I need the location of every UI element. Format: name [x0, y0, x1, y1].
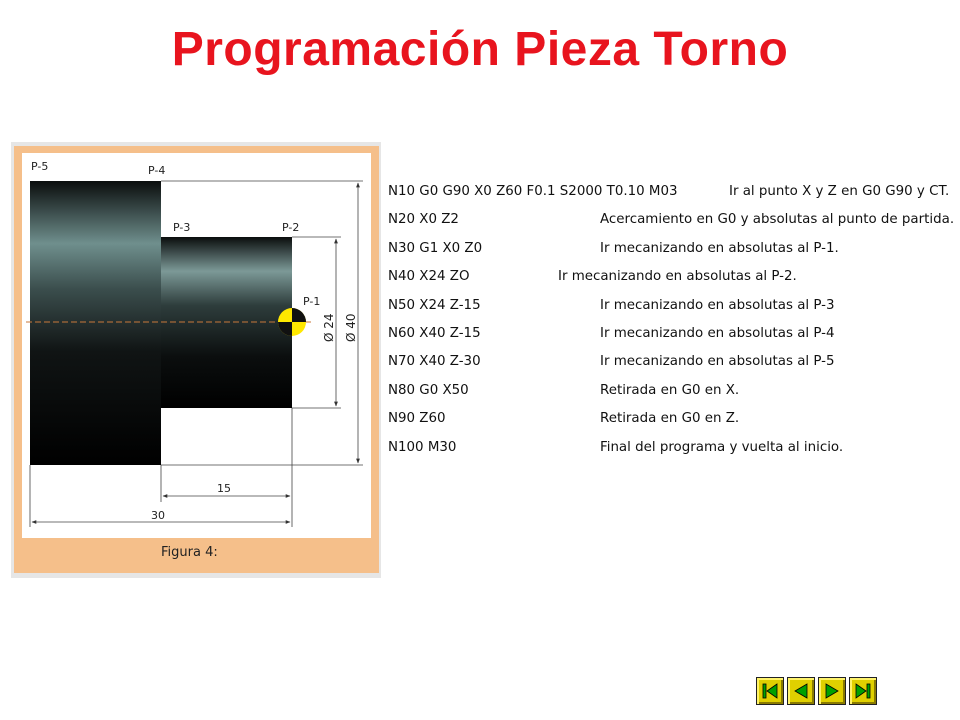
dimension-diameter-24: Ø 24 [322, 313, 336, 342]
program-line [388, 292, 953, 320]
p1-marker [278, 308, 306, 336]
program-description: Ir mecanizando en absolutas al P-4 [600, 325, 835, 341]
program-code: N30 G1 X0 Z0 [388, 240, 483, 256]
program-line [388, 235, 953, 263]
point-label-p1: P-1 [303, 295, 321, 308]
program-line [388, 377, 953, 405]
lathe-drawing [11, 142, 381, 578]
program-code: N80 G0 X50 [388, 382, 469, 398]
program-description: Ir mecanizando en absolutas al P-3 [600, 297, 835, 313]
program-line [388, 206, 953, 234]
point-label-p3: P-3 [173, 221, 191, 234]
program-line [388, 320, 953, 348]
program-line [388, 263, 953, 291]
program-code: N60 X40 Z-15 [388, 325, 481, 341]
program-description: Retirada en G0 en X. [600, 382, 740, 398]
previous-slide-icon [792, 682, 810, 700]
program-code: N100 M30 [388, 439, 457, 455]
next-slide-icon [823, 682, 841, 700]
point-label-p4: P-4 [148, 164, 166, 177]
point-label-p2: P-2 [282, 221, 300, 234]
program-line [388, 348, 953, 376]
lathe-part-figure [11, 142, 381, 578]
program-description: Acercamiento en G0 y absolutas al punto de partida. [600, 212, 955, 228]
slide-title: Programación Pieza Torno [171, 23, 789, 76]
program-code: N90 Z60 [388, 411, 446, 427]
dimension-length-15: 15 [217, 482, 231, 495]
program-code: N50 X24 Z-15 [388, 297, 481, 313]
last-slide-icon [854, 682, 872, 700]
slide-navigation [756, 677, 884, 707]
figure-caption: Figura 4: [161, 545, 218, 560]
program-description: Ir mecanizando en absolutas al P-5 [600, 354, 835, 370]
program-description: Ir mecanizando en absolutas al P-2. [558, 269, 797, 285]
next-slide-button[interactable] [818, 677, 846, 705]
program-description: Final del programa y vuelta al inicio. [600, 439, 844, 455]
program-description: Retirada en G0 en Z. [600, 411, 740, 427]
previous-slide-button[interactable] [787, 677, 815, 705]
program-line [388, 405, 953, 433]
dimension-diameter-40: Ø 40 [344, 313, 358, 342]
program-description: Ir mecanizando en absolutas al P-1. [600, 240, 839, 256]
program-code: N40 X24 ZO [388, 269, 470, 285]
program-code: N70 X40 Z-30 [388, 354, 481, 370]
cnc-program [388, 178, 953, 462]
dimension-length-30: 30 [151, 509, 165, 522]
program-line [388, 178, 953, 206]
program-description: Ir al punto X y Z en G0 G90 y CT. [729, 184, 950, 199]
last-slide-button[interactable] [849, 677, 877, 705]
program-code: N20 X0 Z2 [388, 212, 459, 228]
program-code: N10 G0 G90 X0 Z60 F0.1 S2000 T0.10 M03 [388, 184, 678, 199]
large-diameter-section [30, 181, 161, 465]
first-slide-button[interactable] [756, 677, 784, 705]
program-line [388, 434, 953, 462]
first-slide-icon [761, 682, 779, 700]
point-label-p5: P-5 [31, 160, 49, 173]
